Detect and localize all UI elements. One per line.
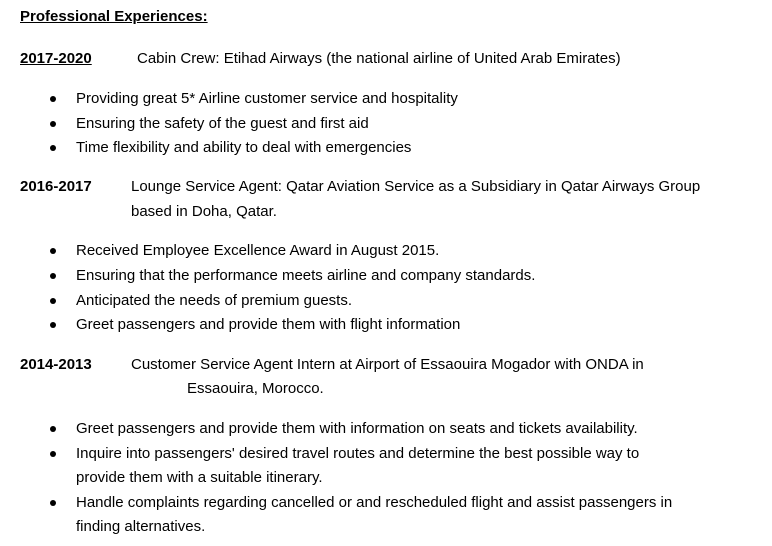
entry-years: 2017-2020: [20, 50, 92, 67]
bullet-icon: [50, 145, 56, 151]
bullet-icon: [50, 451, 56, 457]
entry-title-continued: Essaouira, Morocco.: [187, 380, 324, 397]
list-item: Ensuring that the performance meets airline and company standards.: [76, 267, 536, 284]
list-item: Handle complaints regarding cancelled or and rescheduled flight and assist passengers in: [76, 494, 673, 511]
list-item: Time flexibility and ability to deal with emergencies: [76, 139, 412, 156]
entry-years: 2016-2017: [20, 178, 92, 195]
bullet-icon: [50, 273, 56, 279]
entry-title: Customer Service Agent Intern at Airport of Essaouira Mogador with ONDA in: [131, 356, 644, 373]
list-item: Anticipated the needs of premium guests.: [76, 292, 352, 309]
bullet-icon: [50, 500, 56, 506]
list-item-continued: provide them with a suitable itinerary.: [76, 469, 323, 486]
entry-title-continued: based in Doha, Qatar.: [131, 203, 277, 220]
section-heading: Professional Experiences:: [20, 8, 208, 25]
entry-title: Cabin Crew: Etihad Airways (the national airline of United Arab Emirates): [137, 50, 621, 67]
list-item: Received Employee Excellence Award in August 2015.: [76, 242, 440, 259]
entry-years: 2014-2013: [20, 356, 92, 373]
list-item-continued: finding alternatives.: [76, 518, 206, 535]
bullet-icon: [50, 426, 56, 432]
bullet-icon: [50, 322, 56, 328]
bullet-icon: [50, 248, 56, 254]
bullet-icon: [50, 96, 56, 102]
bullet-icon: [50, 121, 56, 127]
entry-title: Lounge Service Agent: Qatar Aviation Service as a Subsidiary in Qatar Airways Group: [131, 178, 701, 195]
bullet-icon: [50, 298, 56, 304]
list-item: Inquire into passengers' desired travel routes and determine the best possible way to: [76, 445, 640, 462]
list-item: Greet passengers and provide them with information on seats and tickets availability.: [76, 420, 638, 437]
list-item: Ensuring the safety of the guest and first aid: [76, 115, 369, 132]
list-item: Providing great 5* Airline customer service and hospitality: [76, 90, 458, 107]
list-item: Greet passengers and provide them with flight information: [76, 316, 461, 333]
